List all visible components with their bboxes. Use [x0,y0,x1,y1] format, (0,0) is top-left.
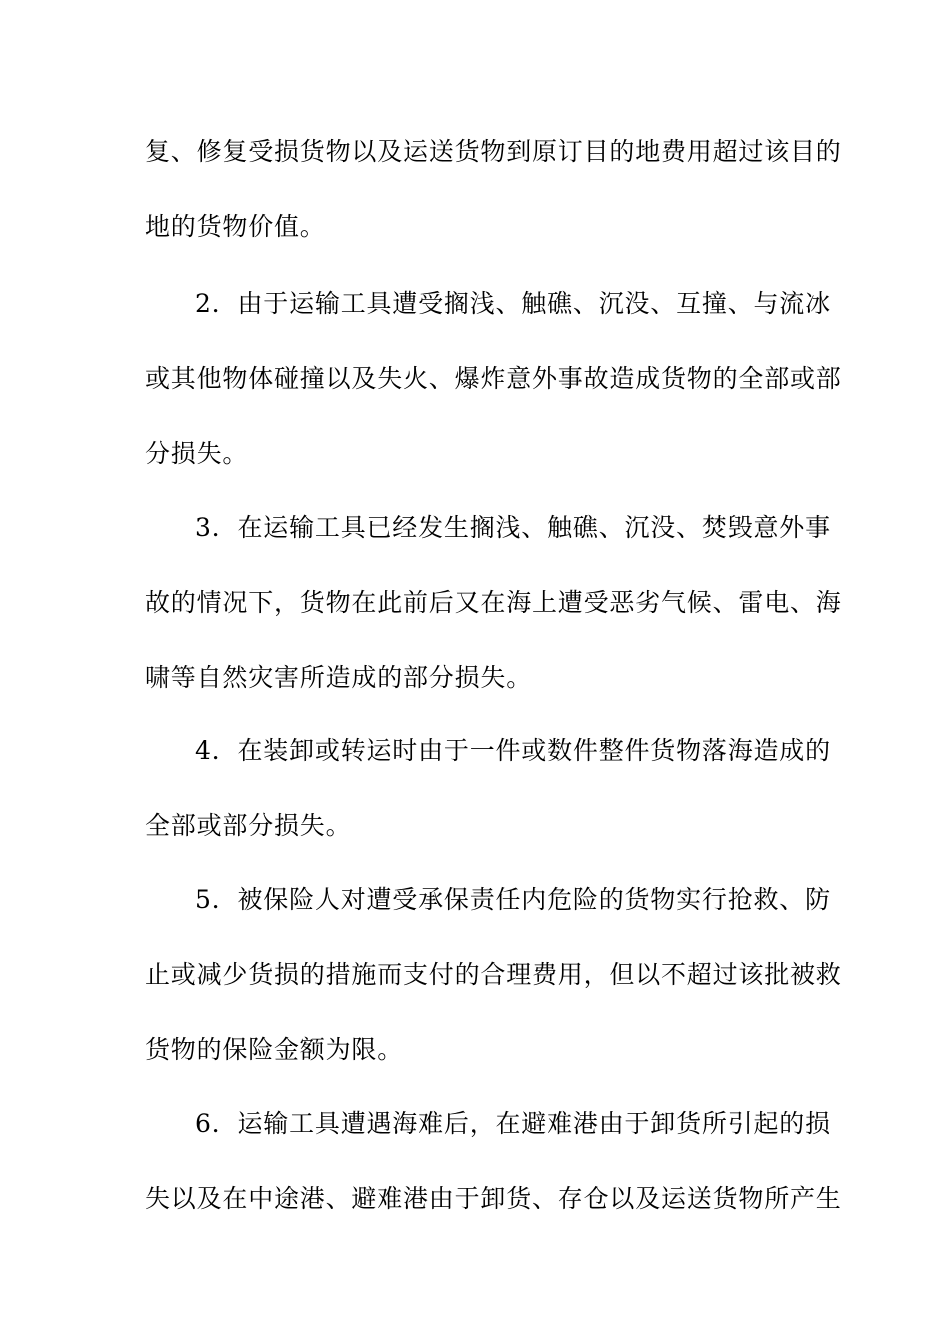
text-line: 分损失。 [145,439,249,468]
paragraph-5-start: 5．被保险人对遭受承保责任内危险的货物实行抢救、防 [195,885,831,914]
paragraph-2-start: 2．由于运输工具遭受搁浅、触礁、沉没、互撞、与流冰 [195,289,831,318]
text-line: 或其他物体碰撞以及失火、爆炸意外事故造成货物的全部或部 [145,364,842,393]
text-line: 复、修复受损货物以及运送货物到原订目的地费用超过该目的 [145,137,842,166]
text-line: 失以及在中途港、避难港由于卸货、存仓以及运送货物所产生 [145,1184,842,1213]
text-line: 止或减少货损的措施而支付的合理费用，但以不超过该批被救 [145,960,842,989]
paragraph-6-start: 6．运输工具遭遇海难后，在避难港由于卸货所引起的损 [195,1109,831,1138]
text-line: 地的货物价值。 [145,212,326,241]
text-line: 啸等自然灾害所造成的部分损失。 [145,663,533,692]
text-line: 故的情况下，货物在此前后又在海上遭受恶劣气候、雷电、海 [145,588,842,617]
paragraph-4-start: 4．在装卸或转运时由于一件或数件整件货物落海造成的 [195,736,831,765]
paragraph-3-start: 3．在运输工具已经发生搁浅、触礁、沉没、焚毁意外事 [195,513,831,542]
text-line: 货物的保险金额为限。 [145,1035,404,1064]
text-line: 全部或部分损失。 [145,811,352,840]
